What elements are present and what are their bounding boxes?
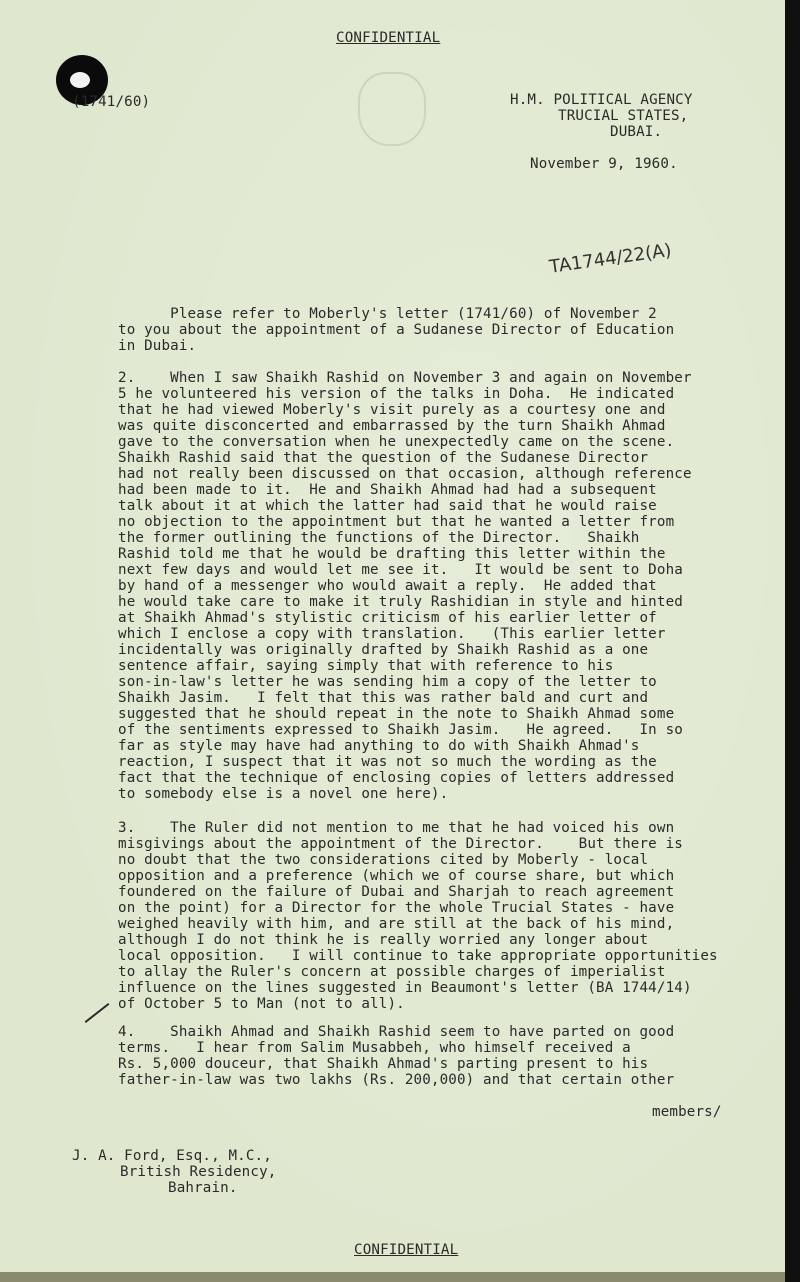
body-line: Shaikh Jasim. I felt that this was rather bald and curt and <box>118 690 649 706</box>
file-annotation: TA1744/22(A) <box>548 239 673 278</box>
body-line: that he had viewed Moberly's visit purely as a courtesy one and <box>118 402 666 418</box>
body-line: son-in-law's letter he was sending him a copy of the letter to <box>118 674 657 690</box>
reference-number: (1741/60) <box>72 94 151 110</box>
body-line: suggested that he should repeat in the note to Shaikh Ahmad some <box>118 706 675 722</box>
addressee-line2: British Residency, <box>120 1164 277 1180</box>
punch-hole-paper <box>70 72 90 88</box>
body-line: 3. The Ruler did not mention to me that he had voiced his own <box>118 820 675 836</box>
body-line: no doubt that the two considerations cited by Moberly - local <box>118 852 649 868</box>
body-line: 5 he volunteered his version of the talks in Doha. He indicated <box>118 386 675 402</box>
body-line: gave to the conversation when he unexpectedly came on the scene. <box>118 434 675 450</box>
body-line: had not really been discussed on that occasion, although reference <box>118 466 692 482</box>
body-line: to somebody else is a novel one here). <box>118 786 449 802</box>
body-line: reaction, I suspect that it was not so much the wording as the <box>118 754 657 770</box>
scan-edge <box>785 0 800 1282</box>
sender-line2: TRUCIAL STATES, <box>558 108 689 124</box>
sender-line1: H.M. POLITICAL AGENCY <box>510 92 693 108</box>
body-line: local opposition. I will continue to take appropriate opportunities <box>118 948 718 964</box>
body-line: on the point) for a Director for the whole Trucial States - have <box>118 900 675 916</box>
body-line: the former outlining the functions of the Director. Shaikh <box>118 530 640 546</box>
body-line: misgivings about the appointment of the Director. But there is <box>118 836 683 852</box>
letter-date: November 9, 1960. <box>530 156 678 172</box>
addressee-line3: Bahrain. <box>168 1180 238 1196</box>
body-line: foundered on the failure of Dubai and Sharjah to reach agreement <box>118 884 675 900</box>
body-line: far as style may have had anything to do with Shaikh Ahmad's <box>118 738 640 754</box>
body-line: sentence affair, saying simply that with reference to his <box>118 658 614 674</box>
body-line: opposition and a preference (which we of course share, but which <box>118 868 675 884</box>
body-line: of October 5 to Man (not to all). <box>118 996 405 1012</box>
body-line: Please refer to Moberly's letter (1741/60) of November 2 <box>118 306 657 322</box>
body-line: to you about the appointment of a Sudanese Director of Education <box>118 322 675 338</box>
classification-bottom: CONFIDENTIAL <box>354 1242 459 1258</box>
body-line: had been made to it. He and Shaikh Ahmad had had a subsequent <box>118 482 657 498</box>
body-line: by hand of a messenger who would await a reply. He added that <box>118 578 657 594</box>
body-line: 4. Shaikh Ahmad and Shaikh Rashid seem to have parted on good <box>118 1024 675 1040</box>
body-line: at Shaikh Ahmad's stylistic criticism of his earlier letter of <box>118 610 657 626</box>
body-line: talk about it at which the latter had said that he would raise <box>118 498 657 514</box>
body-line: to allay the Ruler's concern at possible charges of imperialist <box>118 964 666 980</box>
body-line: was quite disconcerted and embarrassed by the turn Shaikh Ahmad <box>118 418 666 434</box>
body-line: which I enclose a copy with translation. (This earlier letter <box>118 626 666 642</box>
body-line: Shaikh Rashid said that the question of the Sudanese Director <box>118 450 649 466</box>
body-line: in Dubai. <box>118 338 197 354</box>
body-line: next few days and would let me see it. It would be sent to Doha <box>118 562 683 578</box>
body-line: of the sentiments expressed to Shaikh Jasim. He agreed. In so <box>118 722 683 738</box>
body-line: terms. I hear from Salim Musabbeh, who himself received a <box>118 1040 631 1056</box>
body-line: incidentally was originally drafted by Shaikh Rashid as a one <box>118 642 649 658</box>
body-line: fact that the technique of enclosing copies of letters addressed <box>118 770 675 786</box>
sender-line3: DUBAI. <box>610 124 663 140</box>
crest-watermark <box>358 72 426 146</box>
classification-top: CONFIDENTIAL <box>336 30 441 46</box>
body-line: although I do not think he is really worried any longer about <box>118 932 649 948</box>
body-line: 2. When I saw Shaikh Rashid on November 3 and again on November <box>118 370 692 386</box>
addressee-line1: J. A. Ford, Esq., M.C., <box>72 1148 272 1164</box>
margin-tick <box>85 1003 110 1023</box>
body-line: influence on the lines suggested in Beaumont's letter (BA 1744/14) <box>118 980 692 996</box>
body-line: Rs. 5,000 douceur, that Shaikh Ahmad's parting present to his <box>118 1056 649 1072</box>
body-line: he would take care to make it truly Rashidian in style and hinted <box>118 594 683 610</box>
body-line: no objection to the appointment but that he wanted a letter from <box>118 514 675 530</box>
body-line: father-in-law was two lakhs (Rs. 200,000) and that certain other <box>118 1072 675 1088</box>
page-bottom-edge <box>0 1272 785 1282</box>
body-line: weighed heavily with him, and are still at the back of his mind, <box>118 916 675 932</box>
continuation-marker: members/ <box>652 1104 722 1120</box>
body-line: Rashid told me that he would be drafting this letter within the <box>118 546 666 562</box>
